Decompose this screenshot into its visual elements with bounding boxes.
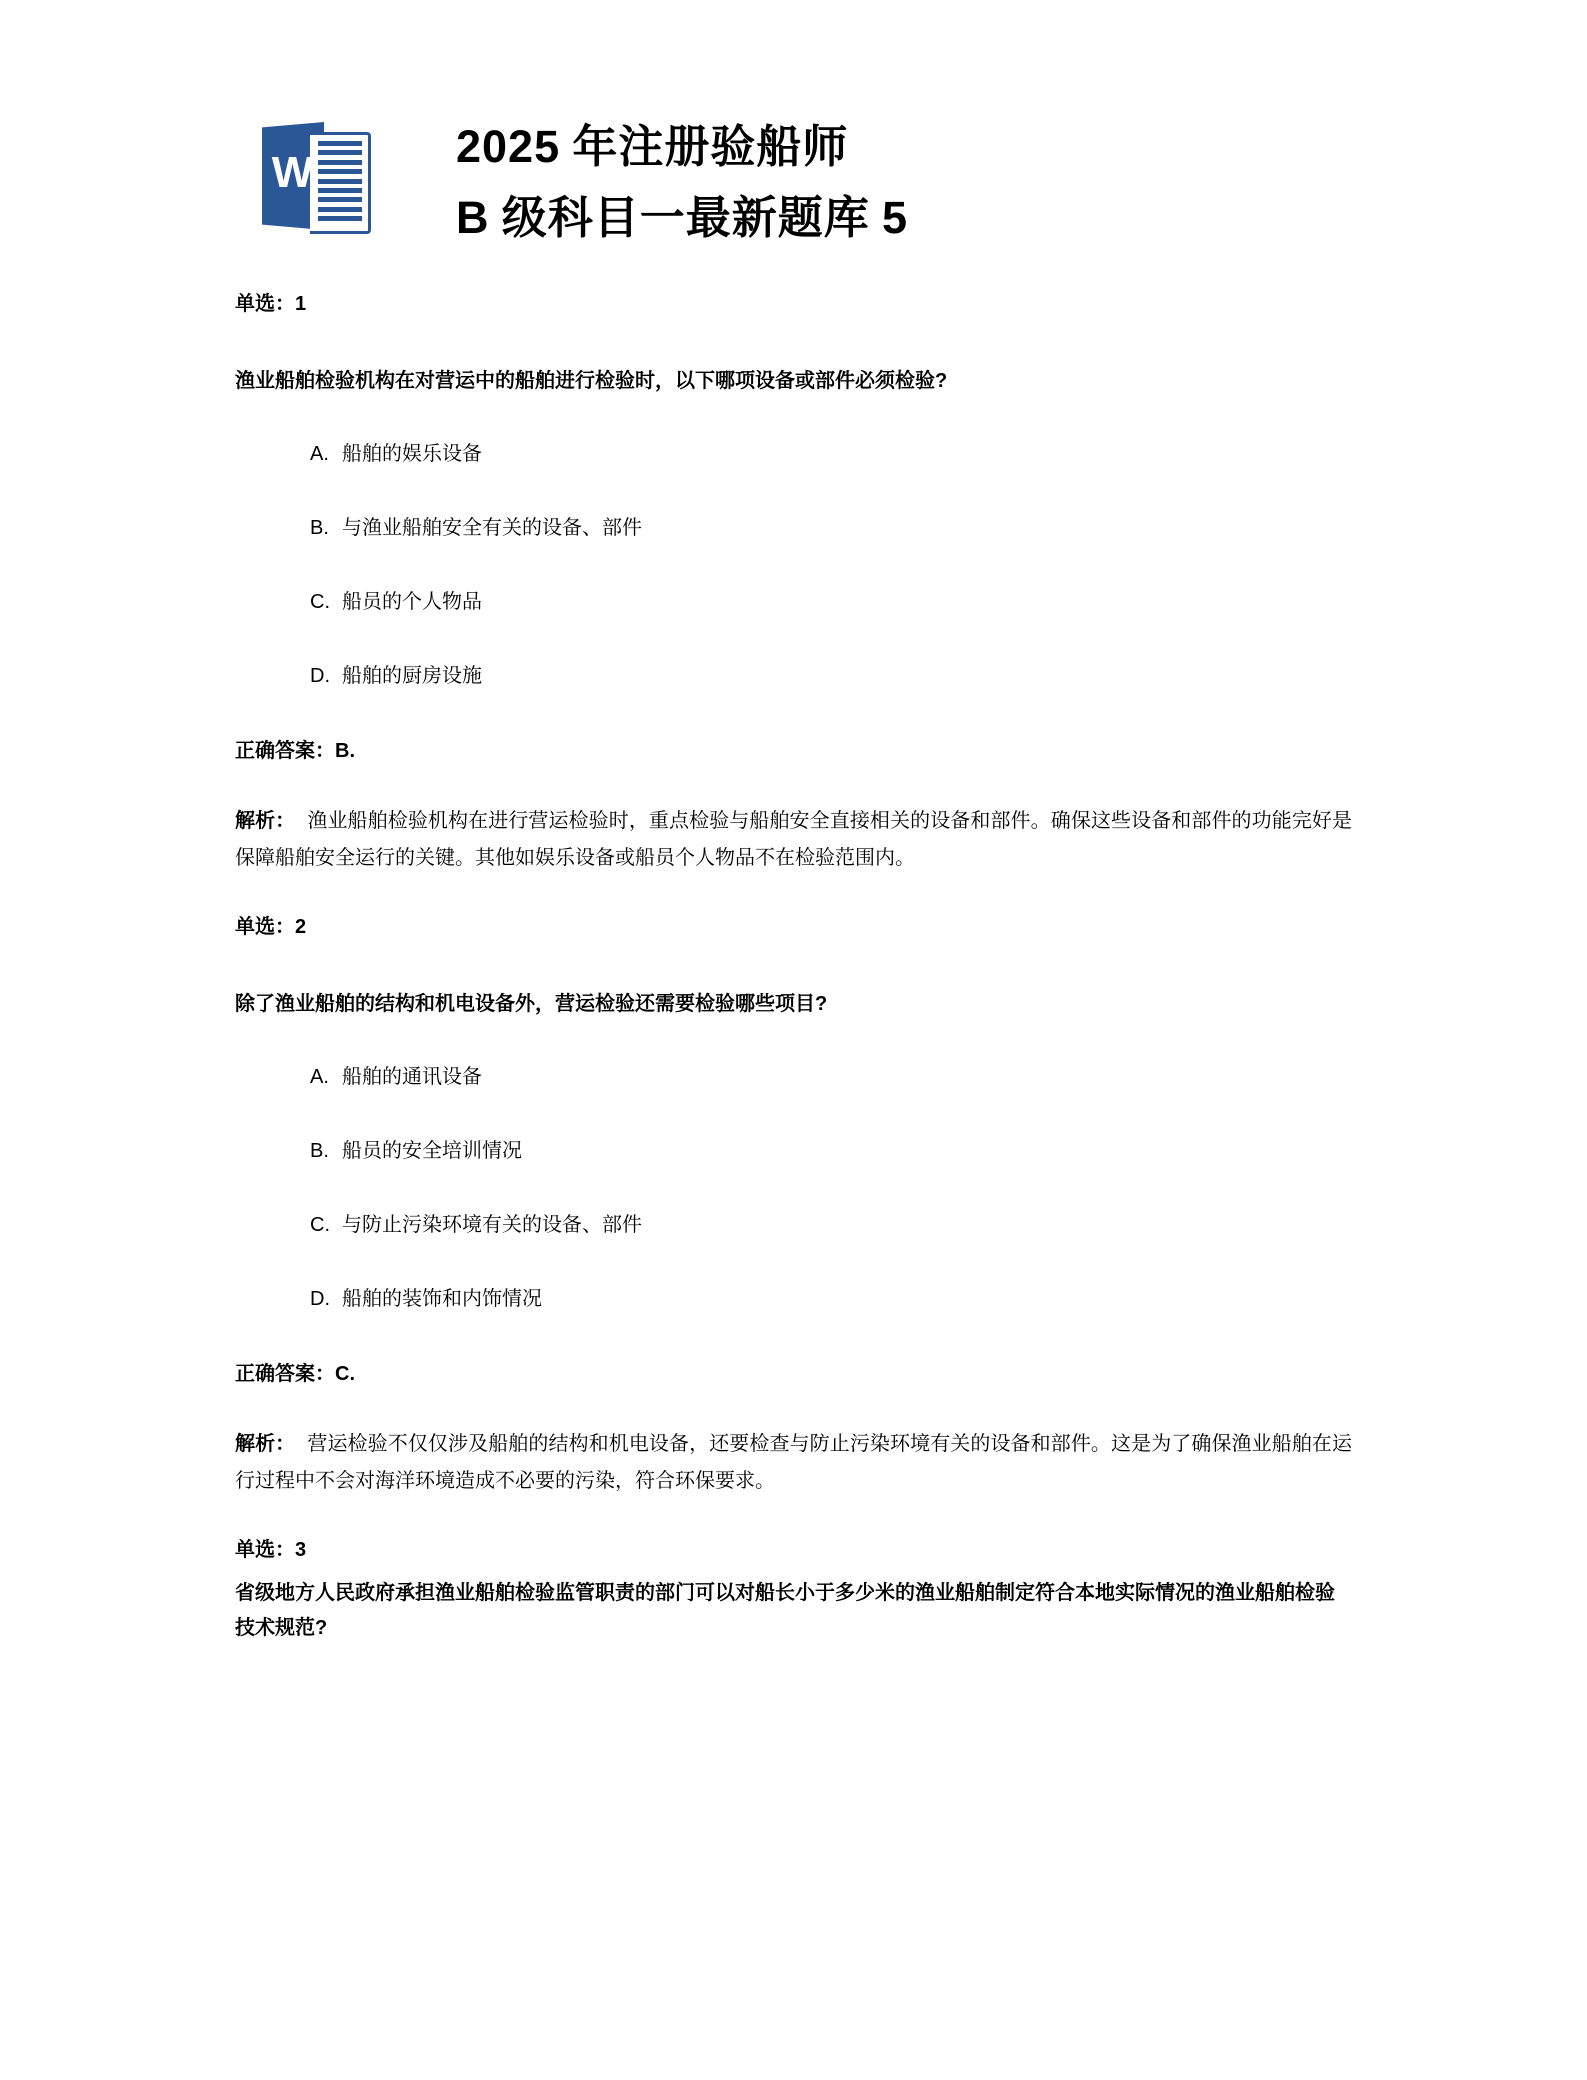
title-line-2-grade: B bbox=[456, 191, 490, 243]
explanation-label: 解析： bbox=[235, 1432, 296, 1455]
option-key: B. bbox=[310, 1139, 329, 1162]
option-item[interactable] bbox=[235, 1210, 1352, 1240]
option-item[interactable] bbox=[235, 587, 1352, 617]
option-item[interactable] bbox=[235, 1284, 1352, 1314]
title-line-2-text: 级科目一最新题库 bbox=[489, 192, 883, 243]
option-key: D. bbox=[310, 1287, 330, 1310]
option-text: 船舶的通讯设备 bbox=[342, 1065, 482, 1088]
option-text: 船舶的娱乐设备 bbox=[342, 442, 482, 465]
question-block bbox=[235, 911, 1352, 1500]
document-title bbox=[456, 108, 908, 254]
option-key: B. bbox=[310, 516, 329, 539]
title-line-1 bbox=[456, 112, 908, 183]
title-line-1-year: 2025 bbox=[456, 121, 561, 172]
word-icon-letter: W bbox=[271, 148, 313, 197]
option-text: 船舶的装饰和内饰情况 bbox=[342, 1287, 542, 1310]
option-text: 船员的安全培训情况 bbox=[342, 1139, 522, 1162]
title-line-2 bbox=[456, 183, 908, 254]
word-document-icon bbox=[262, 115, 374, 233]
option-text: 与渔业船舶安全有关的设备、部件 bbox=[342, 516, 642, 539]
word-icon-text-lines bbox=[318, 141, 362, 221]
explanation-text: 营运检验不仅仅涉及船舶的结构和机电设备，还要检查与防止污染环境有关的设备和部件。这是为了确保渔业船舶在运行过程中不会对海洋环境造成不必要的污染，符合环保要求。 bbox=[235, 1432, 1353, 1492]
option-text: 船舶的厨房设施 bbox=[342, 664, 482, 687]
question-label: 单选：3 bbox=[235, 1538, 307, 1561]
explanation bbox=[235, 803, 1352, 877]
option-text: 与防止污染环境有关的设备、部件 bbox=[342, 1213, 642, 1236]
option-key: A. bbox=[310, 442, 329, 465]
option-key: C. bbox=[310, 590, 330, 613]
option-item[interactable] bbox=[235, 513, 1352, 543]
option-list bbox=[235, 1062, 1352, 1314]
option-text: 船员的个人物品 bbox=[342, 590, 482, 613]
option-list bbox=[235, 439, 1352, 691]
question-block bbox=[235, 288, 1352, 877]
question-stem: 渔业船舶检验机构在对营运中的船舶进行检验时，以下哪项设备或部件必须检验? bbox=[235, 369, 948, 392]
option-key: D. bbox=[310, 664, 330, 687]
option-item[interactable] bbox=[235, 1136, 1352, 1166]
document-body bbox=[235, 288, 1352, 1646]
answer-value: C. bbox=[335, 1362, 355, 1385]
question-stem: 省级地方人民政府承担渔业船舶检验监管职责的部门可以对船长小于多少米的渔业船舶制定符合本地实际情况的渔业船舶检验技术规范? bbox=[235, 1581, 1335, 1639]
option-item[interactable] bbox=[235, 439, 1352, 469]
option-item[interactable] bbox=[235, 1062, 1352, 1092]
question-block bbox=[235, 1534, 1352, 1646]
question-stem: 除了渔业船舶的结构和机电设备外，营运检验还需要检验哪些项目? bbox=[235, 992, 828, 1015]
explanation-text: 渔业船舶检验机构在进行营运检验时，重点检验与船舶安全直接相关的设备和部件。确保这些设备和部件的功能完好是保障船舶安全运行的关键。其他如娱乐设备或船员个人物品不在检验范围内。 bbox=[235, 809, 1353, 869]
correct-answer bbox=[235, 1358, 1352, 1390]
option-key: A. bbox=[310, 1065, 329, 1088]
document-header bbox=[262, 0, 1587, 254]
explanation-label: 解析： bbox=[235, 809, 296, 832]
option-key: C. bbox=[310, 1213, 330, 1236]
answer-label: 正确答案： bbox=[235, 1362, 335, 1385]
answer-value: B. bbox=[335, 739, 355, 762]
answer-label: 正确答案： bbox=[235, 739, 335, 762]
correct-answer bbox=[235, 735, 1352, 767]
option-item[interactable] bbox=[235, 661, 1352, 691]
title-line-1-text: 年注册验船师 bbox=[560, 122, 849, 172]
title-line-2-number: 5 bbox=[882, 191, 909, 243]
explanation bbox=[235, 1426, 1352, 1500]
question-label: 单选：1 bbox=[235, 292, 307, 315]
question-label: 单选：2 bbox=[235, 915, 307, 938]
